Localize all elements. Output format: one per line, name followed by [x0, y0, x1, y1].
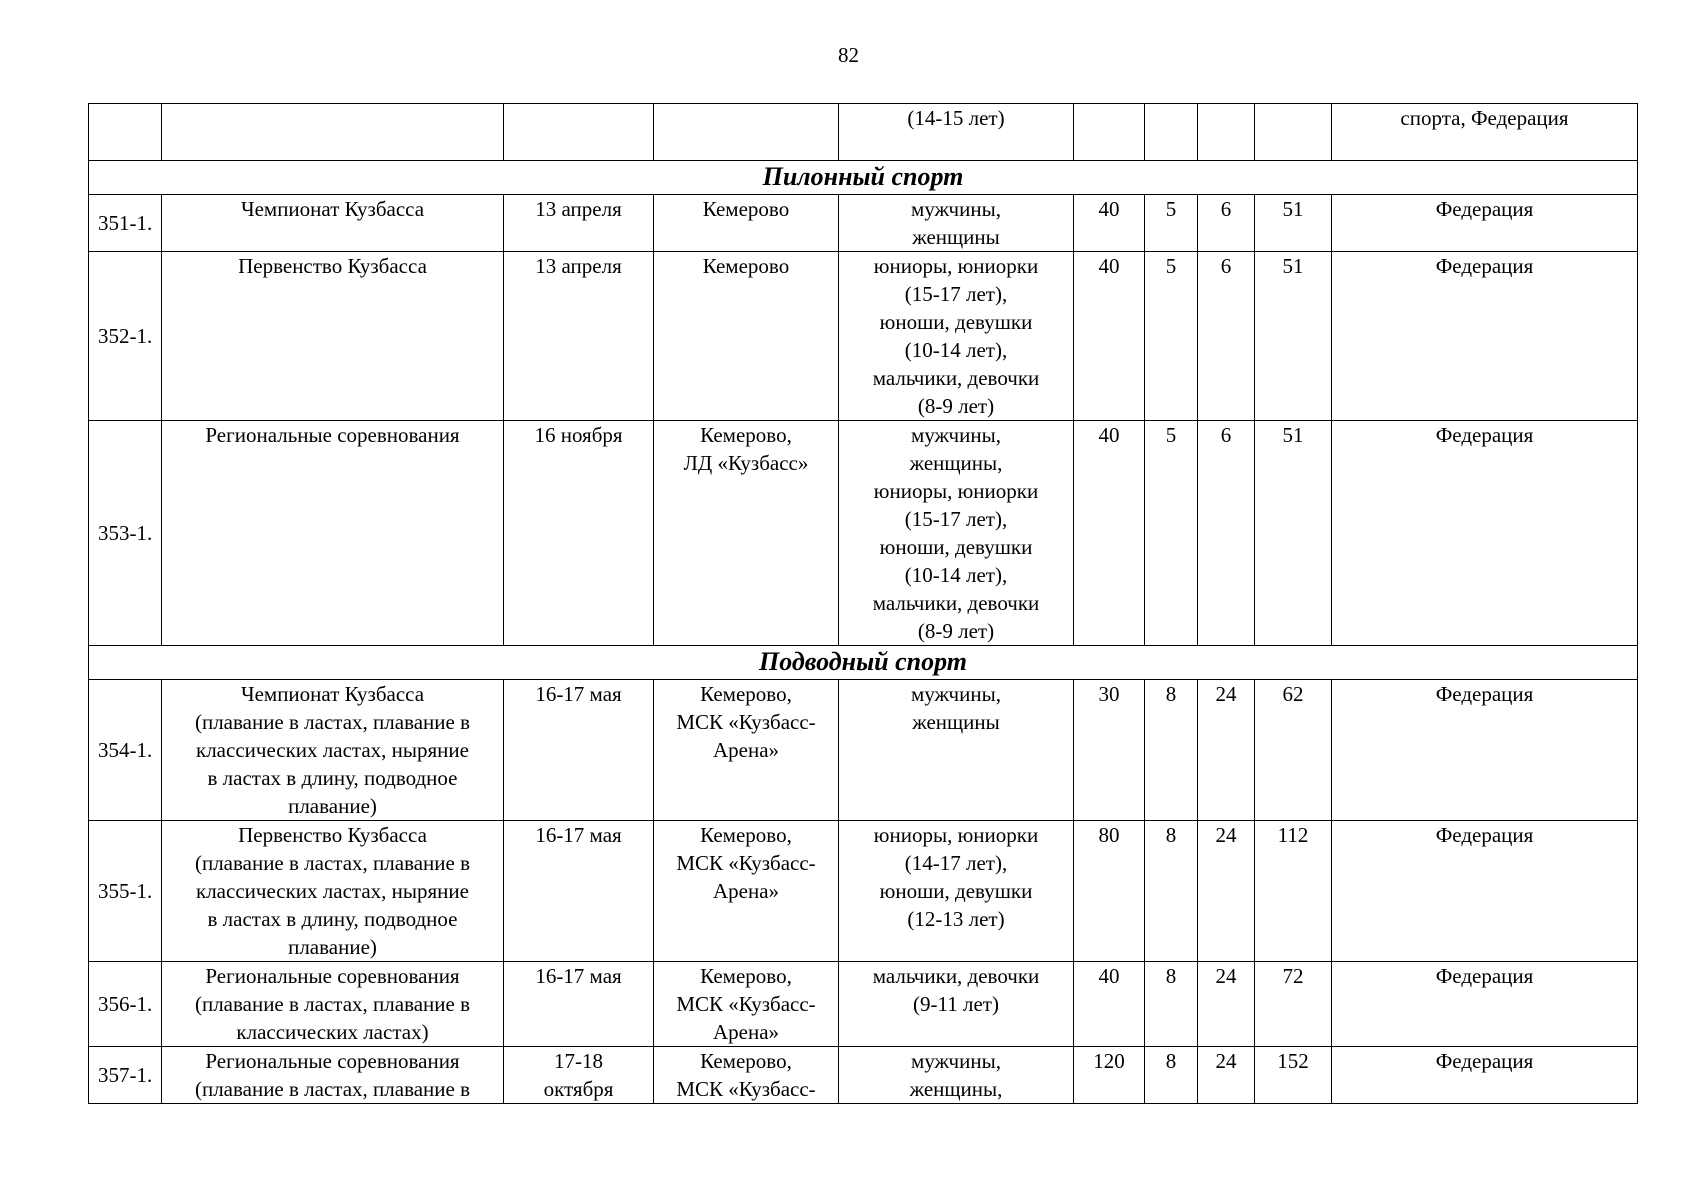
cell-place: Кемерово, ЛД «Кузбасс»	[654, 421, 839, 646]
cell-participants: (14-15 лет)	[839, 104, 1074, 161]
cell-name: Чемпионат Кузбасса	[162, 195, 504, 252]
cell-date: 16-17 мая	[504, 680, 654, 821]
cell-num: 351-1.	[89, 195, 162, 252]
cell-date: 16-17 мая	[504, 821, 654, 962]
table-row	[89, 195, 1638, 252]
cell-date: 16 ноября	[504, 421, 654, 646]
table-row	[89, 421, 1638, 646]
events-table	[88, 103, 1638, 1104]
cell-participants: мужчины, женщины, юниоры, юниорки (15-17 лет), юноши, девушки (10-14 лет), мальчики, девочки (8-9 лет)	[839, 421, 1074, 646]
cell-c4: 51	[1255, 195, 1332, 252]
cell-date: 17-18 октября	[504, 1047, 654, 1104]
cell-c3: 24	[1198, 962, 1255, 1047]
cell-c4: 51	[1255, 252, 1332, 421]
cell-name	[162, 104, 504, 161]
cell-c1: 80	[1074, 821, 1145, 962]
cell-c4: 112	[1255, 821, 1332, 962]
cell-place: Кемерово	[654, 195, 839, 252]
cell-num: 353-1.	[89, 421, 162, 646]
cell-c3: 6	[1198, 252, 1255, 421]
cell-c2: 5	[1145, 195, 1198, 252]
cell-place: Кемерово, МСК «Кузбасс- Арена»	[654, 821, 839, 962]
cell-num: 352-1.	[89, 252, 162, 421]
section-header-row	[89, 646, 1638, 680]
cell-c1: 40	[1074, 421, 1145, 646]
cell-c4: 72	[1255, 962, 1332, 1047]
cell-c4: 51	[1255, 421, 1332, 646]
cell-name: Чемпионат Кузбасса (плавание в ластах, плавание в классических ластах, ныряние в ластах в длину, подводное плавание)	[162, 680, 504, 821]
cell-participants: мальчики, девочки (9-11 лет)	[839, 962, 1074, 1047]
cell-c3: 6	[1198, 421, 1255, 646]
cell-c2	[1145, 104, 1198, 161]
cell-c4	[1255, 104, 1332, 161]
cell-c1: 40	[1074, 962, 1145, 1047]
cell-c3: 24	[1198, 680, 1255, 821]
cell-c3: 24	[1198, 1047, 1255, 1104]
cell-name: Региональные соревнования (плавание в ластах, плавание в	[162, 1047, 504, 1104]
cell-participants: мужчины, женщины	[839, 195, 1074, 252]
cell-c2: 8	[1145, 1047, 1198, 1104]
page-number: 82	[838, 43, 859, 67]
cell-organizer: спорта, Федерация	[1332, 104, 1638, 161]
cell-date	[504, 104, 654, 161]
cell-c3: 24	[1198, 821, 1255, 962]
cell-c1: 30	[1074, 680, 1145, 821]
cell-c3	[1198, 104, 1255, 161]
cell-organizer: Федерация	[1332, 821, 1638, 962]
table-row	[89, 962, 1638, 1047]
section-title: Пилонный спорт	[89, 161, 1638, 195]
cell-name: Первенство Кузбасса	[162, 252, 504, 421]
cell-date: 13 апреля	[504, 195, 654, 252]
section-title: Подводный спорт	[89, 646, 1638, 680]
cell-c1	[1074, 104, 1145, 161]
cell-place: Кемерово	[654, 252, 839, 421]
table-row	[89, 680, 1638, 821]
cell-c2: 8	[1145, 680, 1198, 821]
cell-date: 16-17 мая	[504, 962, 654, 1047]
cell-participants: мужчины, женщины,	[839, 1047, 1074, 1104]
cell-organizer: Федерация	[1332, 1047, 1638, 1104]
cell-c4: 62	[1255, 680, 1332, 821]
cell-date: 13 апреля	[504, 252, 654, 421]
cell-organizer: Федерация	[1332, 421, 1638, 646]
cell-num: 357-1.	[89, 1047, 162, 1104]
cell-num: 356-1.	[89, 962, 162, 1047]
table-row-continuation	[89, 104, 1638, 161]
cell-place	[654, 104, 839, 161]
cell-place: Кемерово, МСК «Кузбасс-	[654, 1047, 839, 1104]
cell-place: Кемерово, МСК «Кузбасс- Арена»	[654, 680, 839, 821]
cell-c2: 5	[1145, 252, 1198, 421]
cell-c1: 40	[1074, 195, 1145, 252]
cell-num: 354-1.	[89, 680, 162, 821]
cell-c1: 40	[1074, 252, 1145, 421]
cell-c2: 8	[1145, 821, 1198, 962]
cell-participants: юниоры, юниорки (14-17 лет), юноши, девушки (12-13 лет)	[839, 821, 1074, 962]
cell-organizer: Федерация	[1332, 195, 1638, 252]
cell-organizer: Федерация	[1332, 962, 1638, 1047]
cell-c2: 8	[1145, 962, 1198, 1047]
cell-num	[89, 104, 162, 161]
cell-name: Региональные соревнования	[162, 421, 504, 646]
cell-place: Кемерово, МСК «Кузбасс- Арена»	[654, 962, 839, 1047]
cell-participants: юниоры, юниорки (15-17 лет), юноши, девушки (10-14 лет), мальчики, девочки (8-9 лет)	[839, 252, 1074, 421]
table-row	[89, 1047, 1638, 1104]
cell-organizer: Федерация	[1332, 252, 1638, 421]
table-row	[89, 252, 1638, 421]
table-row	[89, 821, 1638, 962]
section-header-row	[89, 161, 1638, 195]
cell-c1: 120	[1074, 1047, 1145, 1104]
cell-participants: мужчины, женщины	[839, 680, 1074, 821]
cell-name: Первенство Кузбасса (плавание в ластах, плавание в классических ластах, ныряние в ластах в длину, подводное плавание)	[162, 821, 504, 962]
cell-num: 355-1.	[89, 821, 162, 962]
cell-organizer: Федерация	[1332, 680, 1638, 821]
cell-c3: 6	[1198, 195, 1255, 252]
cell-c2: 5	[1145, 421, 1198, 646]
cell-c4: 152	[1255, 1047, 1332, 1104]
cell-name: Региональные соревнования (плавание в ластах, плавание в классических ластах)	[162, 962, 504, 1047]
